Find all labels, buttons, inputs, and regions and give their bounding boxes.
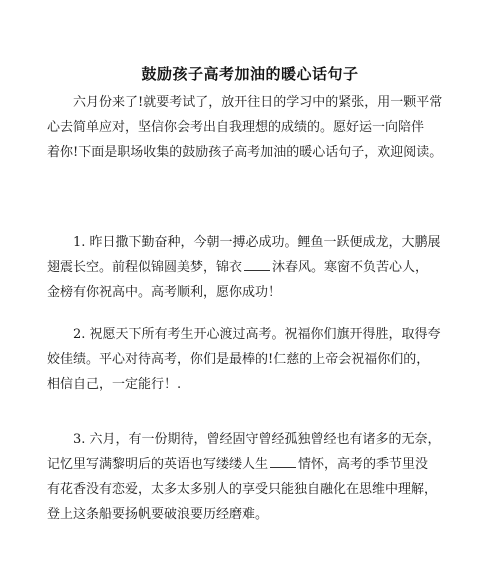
document-title: 鼓励孩子高考加油的暖心话句子 <box>141 65 359 83</box>
intro-line: 着你!下面是职场收集的鼓励孩子高考加油的暖心话句子，欢迎阅读。 <box>47 145 443 160</box>
item-paragraph-1 <box>47 230 455 305</box>
item-line: 1. 昨日撒下勤奋种，今朝一搏必成功。鲤鱼一跃便成龙，大鹏展 <box>73 235 441 250</box>
item-paragraph-3 <box>47 427 455 527</box>
fill-blank <box>270 455 296 468</box>
item-text: 沐春风。寒窗不负苦心人， <box>272 260 429 275</box>
item-text: 记忆里写满黎明后的英语也写缕缕人生 <box>47 457 269 472</box>
item-line: 2. 祝愿天下所有考生开心渡过高考。祝福你们旗开得胜，取得夸 <box>73 327 441 342</box>
intro-paragraph <box>47 90 455 165</box>
intro-line: 六月份来了!就要考试了，放开往日的学习中的紧张，用一颗平常 <box>73 95 443 110</box>
item-line: 金榜有你祝高中。高考顺利，愿你成功！ <box>47 285 282 300</box>
item-text: 翅震长空。前程似锦圆美梦，锦衣 <box>47 260 243 275</box>
intro-line: 心去简单应对，坚信你会考出自我理想的成绩的。愿好运一向陪伴 <box>47 120 425 135</box>
fill-blank <box>244 258 270 271</box>
item-line-with-blank <box>47 452 455 477</box>
item-line: 有花香没有恋爱，太多太多别人的享受只能独自融化在思维中理解， <box>47 482 438 497</box>
item-paragraph-2 <box>47 322 455 397</box>
item-line: 登上这条船要扬帆要破浪要历经磨难。 <box>47 507 269 522</box>
item-line: 姣佳绩。平心对待高考，你们是最棒的!仁慈的上帝会祝福你们的， <box>47 352 430 367</box>
item-line: 相信自己，一定能行！. <box>47 377 182 392</box>
item-text: 情怀，高考的季节里没 <box>298 457 429 472</box>
item-line: 3. 六月，有一份期待，曾经固守曾经孤独曾经也有诸多的无奈， <box>73 432 441 447</box>
item-line-with-blank <box>47 255 455 280</box>
